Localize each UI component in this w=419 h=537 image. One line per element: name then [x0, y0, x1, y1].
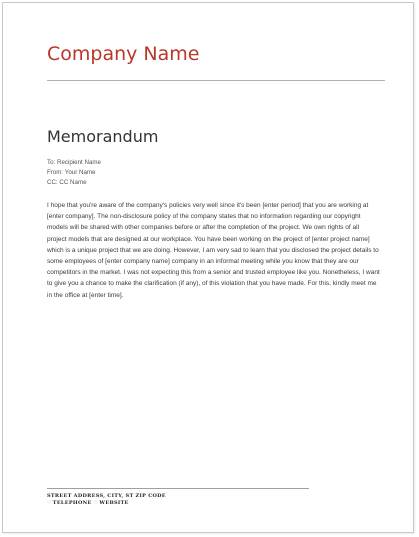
memo-cc: CC: CC Name [47, 179, 87, 186]
memo-body: I hope that you're aware of the company's policies very well since it's been [enter period] that you are working at [enter company]. The non-disclosure policy of the company states that no information regarding our copyright models will be shared with other companies before or after the completion of the project. We own rights of all project models that are designed at our workplace. You have been working on the project of [enter project name] which is a unique project that we are doing. However, I am very sad to learn that you disclosed the project details to some employees of [enter company name] company in an informal meeting while you know that they are our competitors in the market. I was not expecting this from a senior and trusted employee like you. Nonetheless, I want to give you a chance to make the clarification (if any), of this violation that you have made. For this, kindly meet me in the office at [enter time]. [47, 202, 380, 299]
memo-title: Memorandum [47, 127, 159, 146]
footer-divider [47, 488, 309, 489]
memo-page [2, 2, 414, 533]
footer-address: STREET ADDRESS, CITY, ST ZIP CODE [47, 493, 166, 499]
header-divider [47, 80, 385, 81]
heart-icon: ♡ [93, 500, 99, 506]
footer-website: WEBSITE [99, 500, 129, 506]
footer-telephone: TELEPHONE [52, 500, 92, 506]
memo-meta [47, 158, 101, 188]
memo-to: To: Recipient Name [47, 159, 101, 166]
memo-from: From: Your Name [47, 169, 96, 176]
footer-contact [47, 500, 166, 507]
company-name: Company Name [47, 43, 200, 65]
heart-icon: ♡ [47, 500, 52, 506]
footer [47, 493, 166, 507]
